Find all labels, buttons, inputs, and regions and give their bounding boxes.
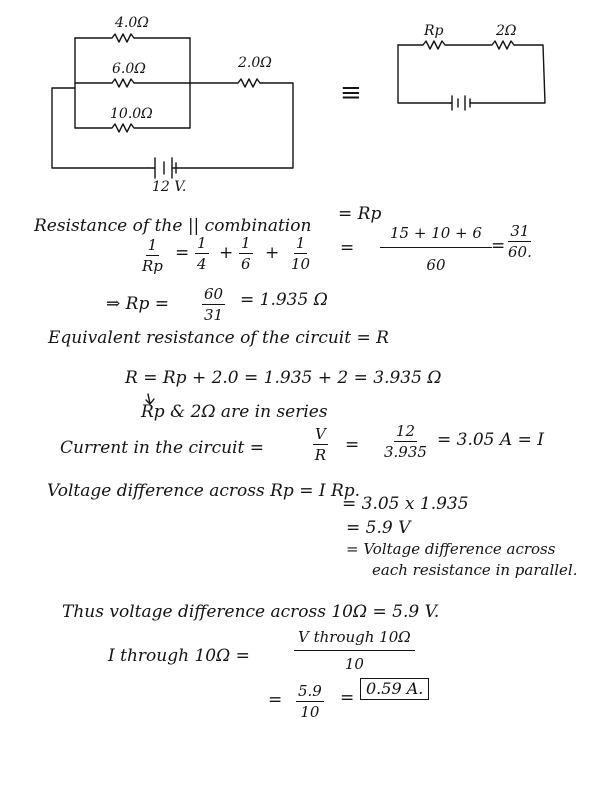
line-voltage-note-1: = Voltage difference across — [346, 540, 556, 558]
line-rp-value-post: = 1.935 Ω — [240, 290, 328, 310]
resistor-4-ohm — [75, 34, 190, 42]
label-battery: 12 V. — [152, 179, 187, 195]
line-r-sum: R = Rp + 2.0 = 1.935 + 2 = 3.935 Ω — [125, 368, 442, 388]
line-voltage-note-2: each resistance in parallel. — [372, 561, 578, 579]
equals-sign: = — [268, 690, 283, 710]
label-6-ohm: 6.0Ω — [112, 61, 146, 77]
fraction-v-through-10-ohm: V through 10Ω 10 — [294, 630, 415, 672]
line-rp-value-pre: ⇒ Rp = — [106, 294, 169, 314]
fraction-31-over-60: $\frac{31}{60.}$ — [508, 222, 532, 261]
line-voltage-product: = 3.05 x 1.935 — [342, 494, 469, 514]
line-parallel-combination: Resistance of the || combination — [34, 216, 312, 236]
resistor-10-ohm — [75, 124, 190, 132]
equals-sign: = — [340, 688, 355, 708]
fraction-12-over-3935: $\frac{12}{3.935}$ — [384, 422, 427, 461]
label-rp: Rp — [424, 23, 444, 39]
fraction-sum: $\frac{15 + 10 + 6}{60}$ — [380, 226, 492, 273]
fraction-60-over-31: $\frac{60}{31}$ — [204, 285, 224, 324]
plus-sign: + — [265, 243, 280, 263]
fraction-v-over-r: $\frac{V}{R}$ — [314, 425, 327, 464]
fraction-1-over-4: $\frac{1}{4}$ — [197, 234, 207, 273]
resistor-2-ohm-loop — [176, 79, 293, 168]
line-voltage-rp: Voltage difference across Rp = I Rp. — [47, 481, 361, 501]
equals-sign: = — [491, 236, 506, 256]
fraction-59-over-10: $\frac{5.9}{10}$ — [298, 682, 322, 721]
equiv-left-wire — [398, 45, 450, 103]
label-10-ohm: 10.0Ω — [110, 106, 153, 122]
equals-sign: = — [345, 435, 360, 455]
equivalent-symbol: ≡ — [340, 78, 362, 108]
label-4-ohm: 4.0Ω — [115, 15, 149, 31]
line-voltage-value: = 5.9 V — [346, 518, 411, 538]
label-2-ohm: 2.0Ω — [238, 55, 272, 71]
line-current-post: = 3.05 A = I — [437, 430, 544, 450]
equals-sign: = — [340, 238, 355, 258]
label-2-ohm-equiv: 2Ω — [496, 23, 517, 39]
line-current-pre: Current in the circuit = — [60, 438, 264, 458]
fraction-1-over-rp: $\frac{1}{Rp}$ — [142, 236, 163, 275]
plus-sign: + — [219, 243, 234, 263]
fraction-1-over-6: $\frac{1}{6}$ — [241, 234, 251, 273]
line-voltage-10-ohm: Thus voltage difference across 10Ω = 5.9 V. — [62, 602, 440, 622]
fraction-1-over-10: $\frac{1}{10}$ — [291, 234, 311, 273]
resistor-6-ohm — [75, 79, 190, 87]
line-current-10-ohm-pre: I through 10Ω = — [108, 646, 250, 666]
equiv-battery — [452, 96, 470, 110]
equiv-top-wire — [398, 41, 545, 103]
final-answer-box: 0.59 A. — [360, 678, 429, 700]
line-parallel-combination-tail: = Rp — [338, 204, 382, 224]
line-series-note: Rp & 2Ω are in series — [141, 402, 328, 422]
line-equivalent-resistance: Equivalent resistance of the circuit = R — [48, 328, 389, 348]
equals-sign: = — [175, 243, 190, 263]
